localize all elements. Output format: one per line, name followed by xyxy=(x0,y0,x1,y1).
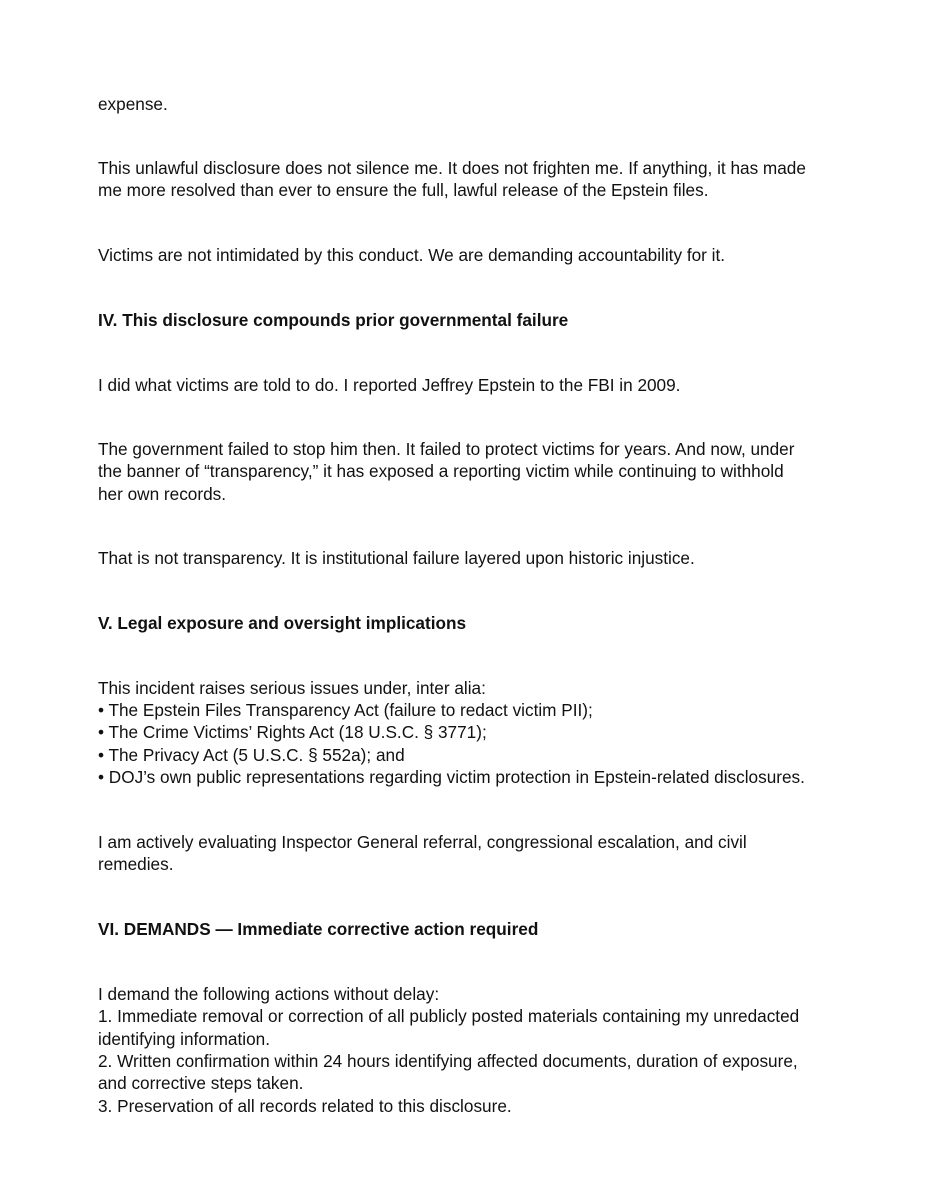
paragraph-line: me more resolved than ever to ensure the full, lawful release of the Epstein files. xyxy=(98,180,709,200)
paragraph-line: expense. xyxy=(98,94,168,114)
bullet-item: • The Crime Victims’ Rights Act (18 U.S.C. § 3771); xyxy=(98,722,487,742)
paragraph-line: This incident raises serious issues under, inter alia: xyxy=(98,678,486,698)
paragraph-line: the banner of “transparency,” it has exposed a reporting victim while continuing to withhold xyxy=(98,461,784,481)
paragraph-line: I did what victims are told to do. I reported Jeffrey Epstein to the FBI in 2009. xyxy=(98,375,681,395)
numbered-item-continuation: identifying information. xyxy=(98,1029,270,1049)
paragraph-line: I am actively evaluating Inspector General referral, congressional escalation, and civil xyxy=(98,832,747,852)
numbered-item-continuation: and corrective steps taken. xyxy=(98,1073,304,1093)
numbered-item: 2. Written confirmation within 24 hours identifying affected documents, duration of exposure, xyxy=(98,1051,798,1071)
bullet-item: • The Privacy Act (5 U.S.C. § 552a); and xyxy=(98,745,405,765)
numbered-item: 3. Preservation of all records related to this disclosure. xyxy=(98,1096,512,1116)
paragraph-line: The government failed to stop him then. It failed to protect victims for years. And now, under xyxy=(98,439,795,459)
section-heading-vi: VI. DEMANDS — Immediate corrective action required xyxy=(98,919,539,939)
bullet-item: • DOJ’s own public representations regarding victim protection in Epstein-related disclosures. xyxy=(98,767,805,787)
paragraph-line: I demand the following actions without delay: xyxy=(98,984,440,1004)
section-heading-iv: IV. This disclosure compounds prior governmental failure xyxy=(98,310,569,330)
paragraph-line: her own records. xyxy=(98,484,227,504)
paragraph-line: Victims are not intimidated by this conduct. We are demanding accountability for it. xyxy=(98,245,726,265)
numbered-item: 1. Immediate removal or correction of all publicly posted materials containing my unredacted xyxy=(98,1006,800,1026)
section-heading-v: V. Legal exposure and oversight implications xyxy=(98,613,467,633)
paragraph-line: remedies. xyxy=(98,854,174,874)
paragraph-line: This unlawful disclosure does not silence me. It does not frighten me. If anything, it has made xyxy=(98,158,806,178)
paragraph-line: That is not transparency. It is institutional failure layered upon historic injustice. xyxy=(98,548,695,568)
bullet-item: • The Epstein Files Transparency Act (failure to redact victim PII); xyxy=(98,700,593,720)
